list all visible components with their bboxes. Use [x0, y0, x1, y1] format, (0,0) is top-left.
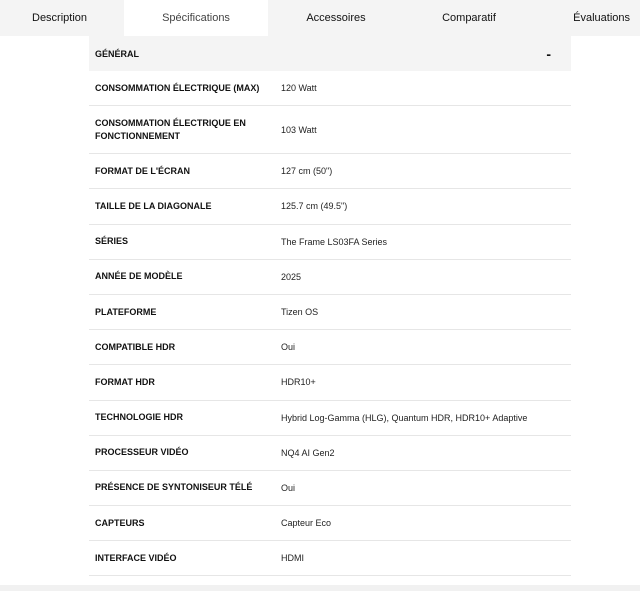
spec-row	[89, 260, 571, 295]
collapse-icon[interactable]: -	[546, 45, 551, 62]
spec-value: Tizen OS	[281, 307, 319, 318]
bottom-divider	[0, 585, 640, 591]
spec-row	[89, 401, 571, 436]
spec-row	[89, 225, 571, 260]
spec-row	[89, 541, 571, 576]
spec-value: Oui	[281, 482, 296, 493]
spec-value: The Frame LS03FA Series	[281, 236, 388, 247]
spec-label: ANNÉE DE MODÈLE	[95, 271, 183, 282]
spec-label: CONSOMMATION ÉLECTRIQUE (MAX)	[95, 82, 260, 93]
spec-label: FORMAT HDR	[95, 376, 155, 387]
spec-row	[89, 189, 571, 224]
spec-label: CONSOMMATION ÉLECTRIQUE EN FONCTIONNEMENT	[95, 117, 246, 141]
spec-row	[89, 471, 571, 506]
spec-value: 125.7 cm (49.5")	[281, 201, 348, 212]
tab-comparison[interactable]: Comparatif	[442, 12, 496, 24]
spec-value: 103 Watt	[281, 124, 317, 135]
spec-label: FORMAT DE L'ÉCRAN	[95, 165, 190, 176]
spec-row	[89, 365, 571, 400]
tab-accessories[interactable]: Accessoires	[306, 12, 366, 24]
spec-row	[89, 295, 571, 330]
spec-value: HDMI	[281, 553, 304, 564]
spec-label: INTERFACE VIDÉO	[95, 552, 177, 563]
section-header-general[interactable]	[89, 36, 571, 71]
tab-description[interactable]: Description	[32, 12, 88, 24]
spec-label: TAILLE DE LA DIAGONALE	[95, 200, 212, 211]
spec-row	[89, 106, 571, 154]
spec-row	[89, 436, 571, 471]
spec-value: 2025	[281, 271, 302, 282]
spec-value: Capteur Eco	[281, 518, 332, 529]
spec-value: NQ4 AI Gen2	[281, 447, 335, 458]
spec-label: PLATEFORME	[95, 306, 157, 317]
spec-value: HDR10+	[281, 377, 316, 388]
spec-label: SÉRIES	[95, 236, 129, 247]
spec-value: 127 cm (50")	[281, 166, 333, 177]
spec-label: TECHNOLOGIE HDR	[95, 412, 184, 423]
spec-value: Hybrid Log-Gamma (HLG), Quantum HDR, HDR10+ Adaptive	[281, 412, 528, 423]
spec-row	[89, 330, 571, 365]
spec-label: PROCESSEUR VIDÉO	[95, 447, 189, 458]
spec-value: Oui	[281, 342, 296, 353]
tab-reviews[interactable]: Évaluations	[573, 12, 630, 24]
spec-label: PRÉSENCE DE SYNTONISEUR TÉLÉ	[95, 482, 253, 493]
section-title: GÉNÉRAL	[95, 48, 140, 59]
spec-row	[89, 71, 571, 106]
spec-label: COMPATIBLE HDR	[95, 341, 176, 352]
specifications-table	[89, 36, 571, 576]
spec-value: 120 Watt	[281, 83, 317, 94]
tab-bar	[0, 0, 640, 36]
spec-label: CAPTEURS	[95, 517, 145, 528]
spec-row	[89, 506, 571, 541]
spec-row	[89, 154, 571, 189]
tab-specifications[interactable]: Spécifications	[124, 0, 268, 36]
